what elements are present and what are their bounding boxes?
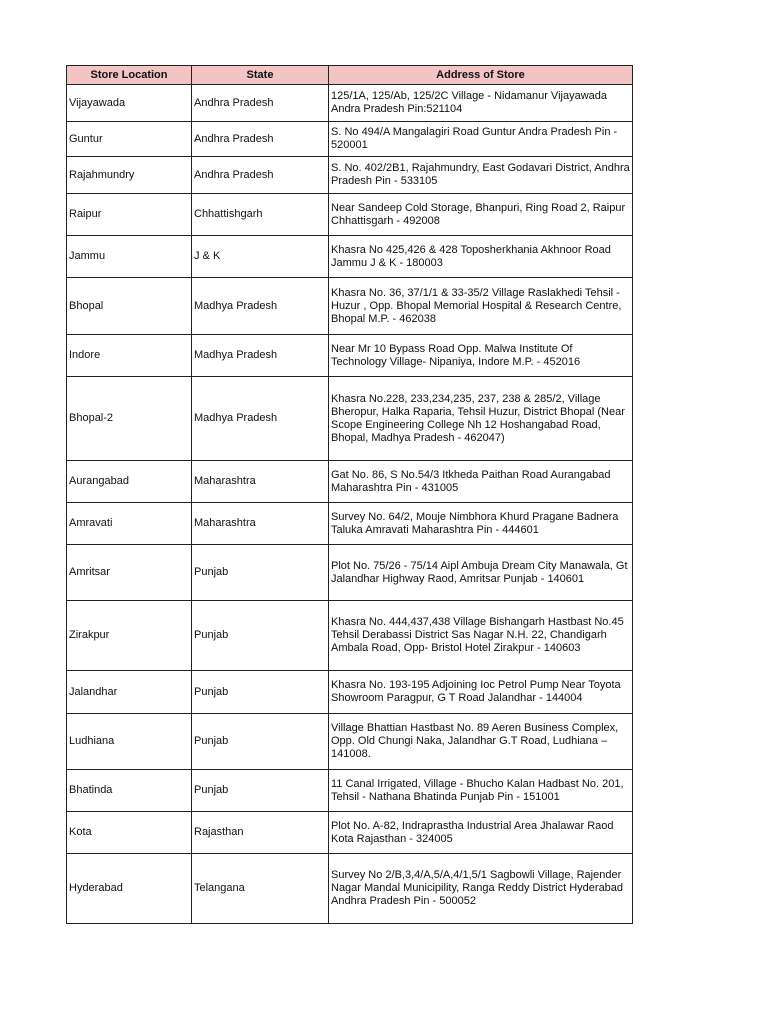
cell-location: Jalandhar [67, 671, 192, 714]
cell-address: Gat No. 86, S No.54/3 Itkheda Paithan Road Aurangabad Maharashtra Pin - 431005 [329, 461, 633, 503]
cell-location: Bhopal [67, 278, 192, 335]
cell-location: Indore [67, 335, 192, 377]
cell-state: Punjab [192, 545, 329, 601]
table-row [67, 601, 633, 671]
cell-location: Zirakpur [67, 601, 192, 671]
cell-address: 125/1A, 125/Ab, 125/2C Village - Nidamanur Vijayawada Andra Pradesh Pin:521104 [329, 85, 633, 122]
table-row [67, 236, 633, 278]
cell-state: Madhya Pradesh [192, 377, 329, 461]
cell-address: Plot No. A-82, Indraprastha Industrial Area Jhalawar Raod Kota Rajasthan - 324005 [329, 812, 633, 854]
cell-location: Hyderabad [67, 854, 192, 924]
cell-address: Khasra No. 36, 37/1/1 & 33-35/2 Village Raslakhedi Tehsil - Huzur , Opp. Bhopal Memorial Hospital & Research Centre, Bhopal M.P. - 462038 [329, 278, 633, 335]
cell-state: Chhattishgarh [192, 194, 329, 236]
cell-state: Maharashtra [192, 461, 329, 503]
cell-state: Punjab [192, 601, 329, 671]
cell-location: Ludhiana [67, 714, 192, 770]
cell-address: Khasra No. 444,437,438 Village Bishangarh Hastbast No.45 Tehsil Derabassi District Sas Nagar N.H. 22, Chandigarh Ambala Road, Opp- Bristol Hotel Zirakpur - 140603 [329, 601, 633, 671]
cell-location: Raipur [67, 194, 192, 236]
cell-state: Punjab [192, 770, 329, 812]
table-row [67, 770, 633, 812]
cell-address: Near Sandeep Cold Storage, Bhanpuri, Ring Road 2, Raipur Chhattisgarh - 492008 [329, 194, 633, 236]
table-row [67, 812, 633, 854]
cell-address: Khasra No 425,426 & 428 Toposherkhania Akhnoor Road Jammu J & K - 180003 [329, 236, 633, 278]
cell-state: Andhra Pradesh [192, 122, 329, 157]
cell-state: Madhya Pradesh [192, 335, 329, 377]
cell-state: Maharashtra [192, 503, 329, 545]
cell-state: Punjab [192, 714, 329, 770]
table-row [67, 503, 633, 545]
table-row [67, 671, 633, 714]
cell-location: Rajahmundry [67, 157, 192, 194]
store-table-sheet [66, 65, 632, 924]
table-row [67, 377, 633, 461]
table-row [67, 854, 633, 924]
cell-address: Plot No. 75/26 - 75/14 Aipl Ambuja Dream City Manawala, Gt Jalandhar Highway Raod, Amritsar Punjab - 140601 [329, 545, 633, 601]
cell-location: Bhatinda [67, 770, 192, 812]
table-row [67, 122, 633, 157]
cell-state: Andhra Pradesh [192, 157, 329, 194]
table-row [67, 545, 633, 601]
cell-state: Andhra Pradesh [192, 85, 329, 122]
cell-address: Survey No 2/B,3,4/A,5/A,4/1,5/1 Sagbowli Village, Rajender Nagar Mandal Municipility, Ranga Reddy District Hyderabad Andhra Pradesh Pin - 500052 [329, 854, 633, 924]
table-row [67, 85, 633, 122]
cell-location: Amravati [67, 503, 192, 545]
table-row [67, 714, 633, 770]
cell-address: S. No 494/A Mangalagiri Road Guntur Andra Pradesh Pin - 520001 [329, 122, 633, 157]
cell-state: Madhya Pradesh [192, 278, 329, 335]
cell-location: Bhopal-2 [67, 377, 192, 461]
cell-address: Village Bhattian Hastbast No. 89 Aeren Business Complex, Opp. Old Chungi Naka, Jalandhar G.T Road, Ludhiana – 141008. [329, 714, 633, 770]
cell-address: Survey No. 64/2, Mouje Nimbhora Khurd Pragane Badnera Taluka Amravati Maharashtra Pin - 444601 [329, 503, 633, 545]
store-locations-table [66, 65, 633, 924]
cell-location: Amritsar [67, 545, 192, 601]
table-row [67, 278, 633, 335]
table-row [67, 157, 633, 194]
cell-state: Telangana [192, 854, 329, 924]
table-header-row [67, 66, 633, 85]
cell-location: Vijayawada [67, 85, 192, 122]
cell-location: Jammu [67, 236, 192, 278]
cell-state: J & K [192, 236, 329, 278]
cell-state: Punjab [192, 671, 329, 714]
header-store-location: Store Location [67, 66, 192, 85]
cell-address: Khasra No.228, 233,234,235, 237, 238 & 285/2, Village Bheropur, Halka Raparia, Tehsil Huzur, District Bhopal (Near Scope Engineering College Nh 12 Hoshangabad Road, Bhopal, Madhya Pradesh - 462047) [329, 377, 633, 461]
header-address: Address of Store [329, 66, 633, 85]
table-row [67, 335, 633, 377]
table-row [67, 194, 633, 236]
cell-address: Khasra No. 193-195 Adjoining Ioc Petrol Pump Near Toyota Showroom Paragpur, G T Road Jalandhar - 144004 [329, 671, 633, 714]
cell-location: Guntur [67, 122, 192, 157]
cell-location: Kota [67, 812, 192, 854]
table-body [67, 85, 633, 924]
table-row [67, 461, 633, 503]
cell-state: Rajasthan [192, 812, 329, 854]
cell-address: 11 Canal Irrigated, Village - Bhucho Kalan Hadbast No. 201, Tehsil - Nathana Bhatinda Punjab Pin - 151001 [329, 770, 633, 812]
header-state: State [192, 66, 329, 85]
cell-location: Aurangabad [67, 461, 192, 503]
cell-address: Near Mr 10 Bypass Road Opp. Malwa Institute Of Technology Village- Nipaniya, Indore M.P. - 452016 [329, 335, 633, 377]
cell-address: S. No. 402/2B1, Rajahmundry, East Godavari District, Andhra Pradesh Pin - 533105 [329, 157, 633, 194]
